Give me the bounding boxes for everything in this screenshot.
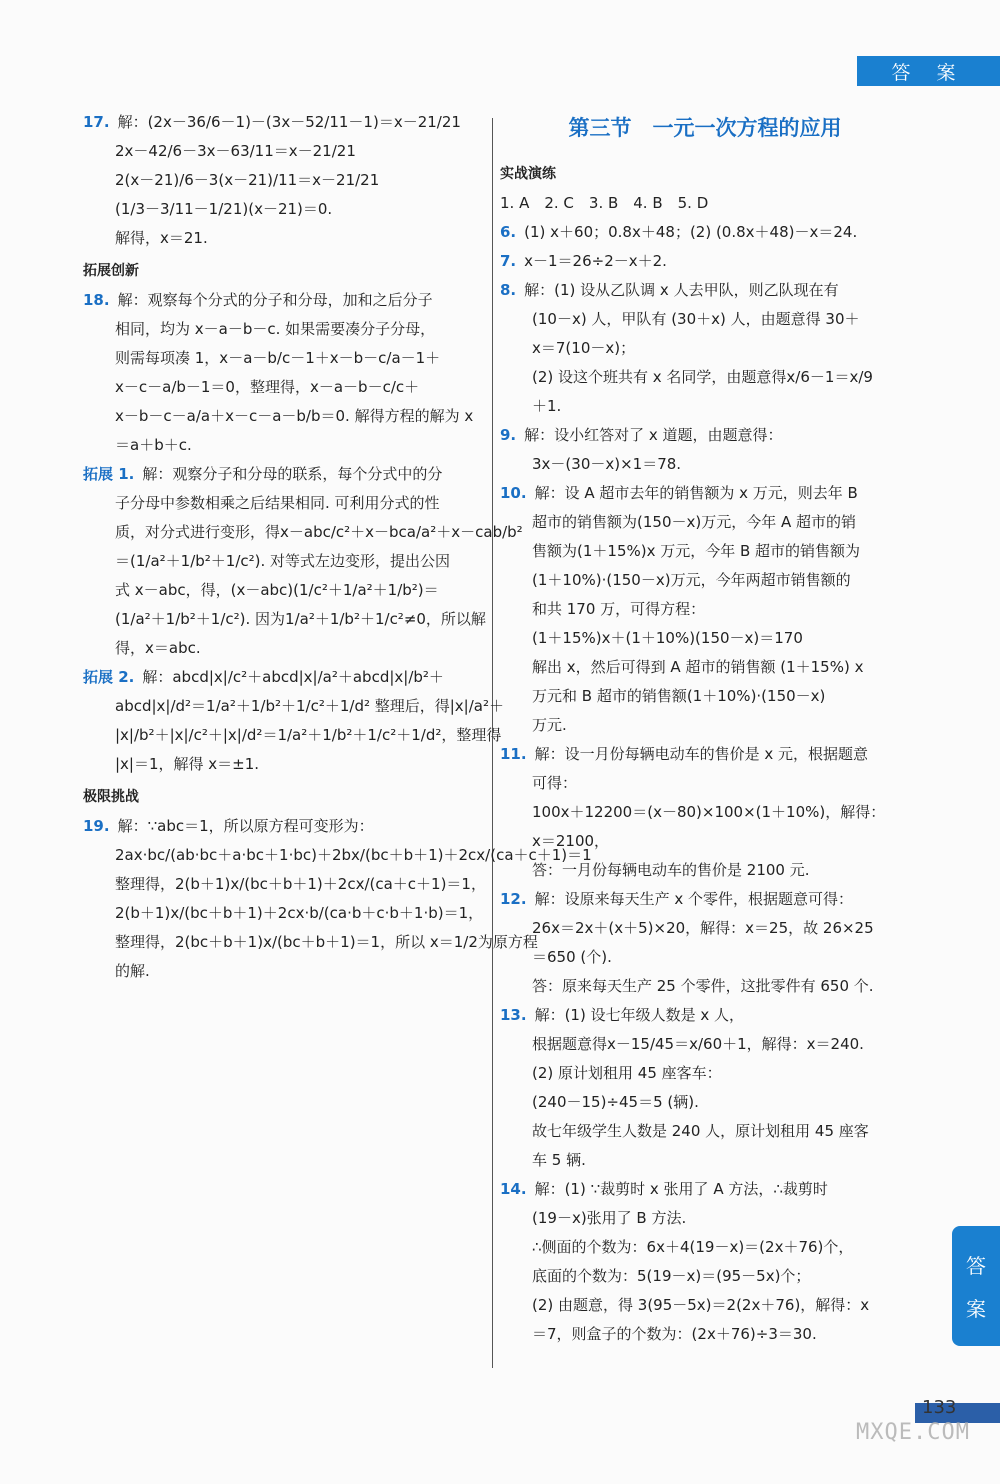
answer-text: 得，x＝abc. [115, 639, 201, 657]
section-heading: 极限挑战 [83, 789, 139, 805]
answer-text: 底面的个数为：5(19－x)＝(95－5x)个； [532, 1267, 811, 1285]
answer-line [500, 798, 910, 827]
answer-text: 解：(2x－36/6－1)－(3x－52/11－1)＝x－21/21 [117, 113, 461, 131]
answer-text: 26x＝2x＋(x＋5)×20，解得：x＝25，故 26×25 [532, 919, 874, 937]
answer-text: 2(b＋1)x/(bc＋b＋1)＋2cx·b/(ca·b＋c·b＋1·b)＝1， [115, 904, 484, 922]
answer-line [83, 841, 592, 870]
answer-line [500, 682, 910, 711]
answer-text: 解：设 A 超市去年的销售额为 x 万元，则去年 B [534, 484, 858, 502]
answer-line [83, 402, 486, 431]
answer-text: (1/a²＋1/b²＋1/c²). 因为1/a²＋1/b²＋1/c²≠0，所以解 [115, 610, 486, 628]
answer-line [83, 137, 486, 166]
answer-text: 整理得，2(b＋1)x/(bc＋b＋1)＋2cx/(ca＋c＋1)＝1， [115, 875, 486, 893]
answer-text: (19－x)张用了 B 方法. [532, 1209, 687, 1227]
answer-line [500, 1117, 910, 1146]
answer-line [500, 1204, 910, 1233]
answer-line [500, 1059, 910, 1088]
section-heading: 拓展创新 [83, 263, 139, 279]
answer-line [83, 721, 502, 750]
answer-text: x－c－a/b－1＝0，整理得，x－a－b－c/c＋ [115, 378, 420, 396]
question-number: 7. [500, 252, 517, 270]
answer-text: 1. A 2. C 3. B 4. B 5. D [500, 194, 709, 212]
answer-line [83, 489, 486, 518]
answer-text: 万元. [532, 716, 567, 734]
answer-line [83, 431, 486, 460]
answer-line [83, 812, 486, 841]
answer-line [83, 957, 486, 986]
answer-text: 万元和 B 超市的销售额(1＋10%)·(150－x) [532, 687, 826, 705]
answer-text: 解得，x＝21. [115, 229, 208, 247]
answer-line [500, 305, 910, 334]
answer-text: 答：一月份每辆电动车的售价是 2100 元. [532, 861, 810, 879]
answer-text: 相同，均为 x－a－b－c. 如果需要凑分子分母， [115, 320, 436, 338]
answer-line [83, 224, 486, 253]
answer-text: 答：原来每天生产 25 个零件，这批零件有 650 个. [532, 977, 874, 995]
answer-line [500, 218, 910, 247]
answer-text: ∴侧面的个数为：6x＋4(19－x)＝(2x＋76)个， [532, 1238, 854, 1256]
tab-side-char-2: 案 [966, 1297, 986, 1321]
answer-text: ＝650 (个). [532, 948, 612, 966]
answer-text: (2) 原计划租用 45 座客车： [532, 1064, 722, 1082]
answer-text: 解：设原来每天生产 x 个零件，根据题意可得： [534, 890, 853, 908]
right-column [500, 108, 910, 1349]
answer-text: 解：(1) 设从乙队调 x 人去甲队，则乙队现在有 [524, 281, 839, 299]
answer-line [500, 595, 910, 624]
answer-text: 2x－42/6－3x－63/11＝x－21/21 [115, 142, 356, 160]
answer-line [83, 166, 486, 195]
answer-text: 式 x－abc，得，(x－abc)(1/c²＋1/a²＋1/b²)＝ [115, 581, 439, 599]
answer-text: abcd|x|/d²＝1/a²＋1/b²＋1/c²＋1/d² 整理后，得|x|/a²＋ [115, 697, 504, 715]
answer-text: 根据题意得x－15/45＝x/60＋1，解得：x＝240. [532, 1035, 864, 1053]
answer-line [500, 1001, 910, 1030]
answer-line [83, 373, 486, 402]
answer-line [500, 1262, 910, 1291]
answer-text: (2) 由题意，得 3(95－5x)＝2(2x＋76)，解得：x [532, 1296, 870, 1314]
answer-line [83, 460, 486, 489]
answer-line [83, 195, 486, 224]
answer-line [500, 827, 910, 856]
answer-line [83, 634, 486, 663]
answer-line [83, 518, 523, 547]
answer-text: 质，对分式进行变形，得x－abc/c²＋x－bca/a²＋x－cab/b² [115, 523, 523, 541]
answer-line [500, 711, 910, 740]
question-number: 18. [83, 291, 110, 309]
answer-line [500, 769, 910, 798]
answer-line [500, 914, 910, 943]
answer-line [83, 344, 486, 373]
answer-line [500, 972, 910, 1001]
answer-line [500, 1146, 910, 1175]
question-number: 11. [500, 745, 527, 763]
answer-text: (2) 设这个班共有 x 名同学，由题意得x/6－1＝x/9 [532, 368, 873, 386]
answer-text: 3x－(30－x)×1＝78. [532, 455, 682, 473]
answer-line [500, 624, 910, 653]
answer-text: |x|＝1，解得 x＝±1. [115, 755, 260, 773]
answer-line [83, 899, 486, 928]
answer-text: (1) x＋60；0.8x＋48；(2) (0.8x＋48)－x＝24. [524, 223, 858, 241]
answer-line [500, 189, 910, 218]
answer-line [500, 247, 910, 276]
answer-text: 解：观察每个分式的分子和分母，加和之后分子 [117, 291, 433, 309]
section-title: 第三节 一元一次方程的应用 [568, 116, 842, 140]
answer-text: |x|/b²＋|x|/c²＋|x|/d²＝1/a²＋1/b²＋1/c²＋1/d²，整理得 [115, 726, 502, 744]
answer-text: 解：(1) 设七年级人数是 x 人， [534, 1006, 745, 1024]
answer-text: 故七年级学生人数是 240 人，原计划租用 45 座客 [532, 1122, 869, 1140]
answer-text: 可得： [532, 774, 578, 792]
answer-text: 100x＋12200＝(x－80)×100×(1＋10%)，解得： [532, 803, 886, 821]
answer-line [500, 740, 910, 769]
question-number: 8. [500, 281, 517, 299]
answer-line [83, 750, 486, 779]
answer-line [500, 1088, 910, 1117]
question-number: 14. [500, 1180, 527, 1198]
answer-text: 车 5 辆. [532, 1151, 586, 1169]
answer-line [500, 334, 910, 363]
answer-line [500, 1320, 910, 1349]
question-number: 13. [500, 1006, 527, 1024]
answer-text: 解：abcd|x|/c²＋abcd|x|/a²＋abcd|x|/b²＋ [142, 668, 444, 686]
question-number: 6. [500, 223, 517, 241]
answer-line [83, 315, 486, 344]
answer-line [500, 392, 910, 421]
question-number: 17. [83, 113, 110, 131]
answer-text: ＋1. [532, 397, 562, 415]
answer-line [83, 928, 538, 957]
question-number: 9. [500, 426, 517, 444]
answer-tab-side [952, 1226, 1000, 1346]
answer-text: 售额为(1＋15%)x 万元，今年 B 超市的销售额为 [532, 542, 861, 560]
answer-text: x－1＝26÷2－x＋2. [524, 252, 667, 270]
answer-text: 解：∵abc＝1，所以原方程可变形为： [117, 817, 374, 835]
answer-text: (1/3－3/11－1/21)(x－21)＝0. [115, 200, 333, 218]
answer-text: 解：观察分子和分母的联系，每个分式中的分 [142, 465, 443, 483]
answer-text: 超市的销售额为(150－x)万元，今年 A 超市的销 [532, 513, 857, 531]
watermark: MXQE.COM [856, 1420, 970, 1445]
answer-line [500, 566, 910, 595]
answer-text: x－b－c－a/a＋x－c－a－b/b＝0. 解得方程的解为 x [115, 407, 474, 425]
answer-text: (1＋15%)x＋(1＋10%)(150－x)＝170 [532, 629, 803, 647]
answer-text: 解出 x，然后可得到 A 超市的销售额 (1＋15%) x [532, 658, 864, 676]
answer-text: 的解. [115, 962, 150, 980]
answer-text: 解：设一月份每辆电动车的售价是 x 元，根据题意 [534, 745, 868, 763]
answer-line [500, 508, 910, 537]
answer-line [500, 421, 910, 450]
answer-text: ＝a＋b＋c. [115, 436, 192, 454]
answer-text: 2ax·bc/(ab·bc＋a·bc＋1·bc)＋2bx/(bc＋b＋1)＋2cx/(ca＋c＋1)＝1 [115, 846, 592, 864]
answer-text: x＝7(10－x)； [532, 339, 636, 357]
answer-line [500, 1291, 910, 1320]
question-number: 拓展 1. [83, 465, 135, 483]
answer-text: (240－15)÷45＝5 (辆). [532, 1093, 699, 1111]
answer-text: 整理得，2(bc＋b＋1)x/(bc＋b＋1)＝1，所以 x＝1/2为原方程 [115, 933, 538, 951]
answer-text: 解：设小红答对了 x 道题，由题意得： [524, 426, 783, 444]
answer-text: (10－x) 人，甲队有 (30＋x) 人，由题意得 30＋ [532, 310, 860, 328]
tab-side-char-1: 答 [966, 1254, 986, 1278]
answer-line [500, 276, 910, 305]
answer-line [500, 450, 910, 479]
answer-line [500, 479, 910, 508]
answer-line [83, 576, 486, 605]
answer-line [500, 943, 910, 972]
answer-line [500, 363, 910, 392]
answer-line [500, 1175, 910, 1204]
answer-line [83, 547, 486, 576]
answer-line [83, 692, 504, 721]
answer-line [500, 653, 910, 682]
answer-text: 和共 170 万，可得方程： [532, 600, 706, 618]
right-column-body [500, 160, 910, 1349]
answer-line [500, 1233, 910, 1262]
answer-text: (1＋10%)·(150－x)万元，今年两超市销售额的 [532, 571, 851, 589]
question-number: 19. [83, 817, 110, 835]
section-heading: 实战演练 [500, 166, 556, 182]
answer-text: ＝(1/a²＋1/b²＋1/c²). 对等式左边变形，提出公因 [115, 552, 451, 570]
answer-text: 2(x－21)/6－3(x－21)/11＝x－21/21 [115, 171, 380, 189]
answer-line [83, 605, 486, 634]
answer-text: 子分母中参数相乘之后结果相同. 可利用分式的性 [115, 494, 440, 512]
answer-tab-top: 答 案 [857, 56, 1000, 86]
question-number: 10. [500, 484, 527, 502]
answer-line [83, 108, 486, 137]
answer-line [83, 286, 486, 315]
answer-text: x＝2100， [532, 832, 610, 850]
answer-text: 解：(1) ∵裁剪时 x 张用了 A 方法，∴裁剪时 [534, 1180, 828, 1198]
answer-line [500, 856, 910, 885]
page-number: 133 [922, 1397, 957, 1418]
answer-line [500, 1030, 910, 1059]
answer-line [500, 885, 910, 914]
answer-line [500, 537, 910, 566]
question-number: 拓展 2. [83, 668, 135, 686]
answer-text: 则需每项凑 1，x－a－b/c－1＋x－b－c/a－1＋ [115, 349, 441, 367]
answer-line [83, 870, 486, 899]
answer-line [83, 663, 486, 692]
answer-text: ＝7，则盒子的个数为：(2x＋76)÷3＝30. [532, 1325, 817, 1343]
question-number: 12. [500, 890, 527, 908]
